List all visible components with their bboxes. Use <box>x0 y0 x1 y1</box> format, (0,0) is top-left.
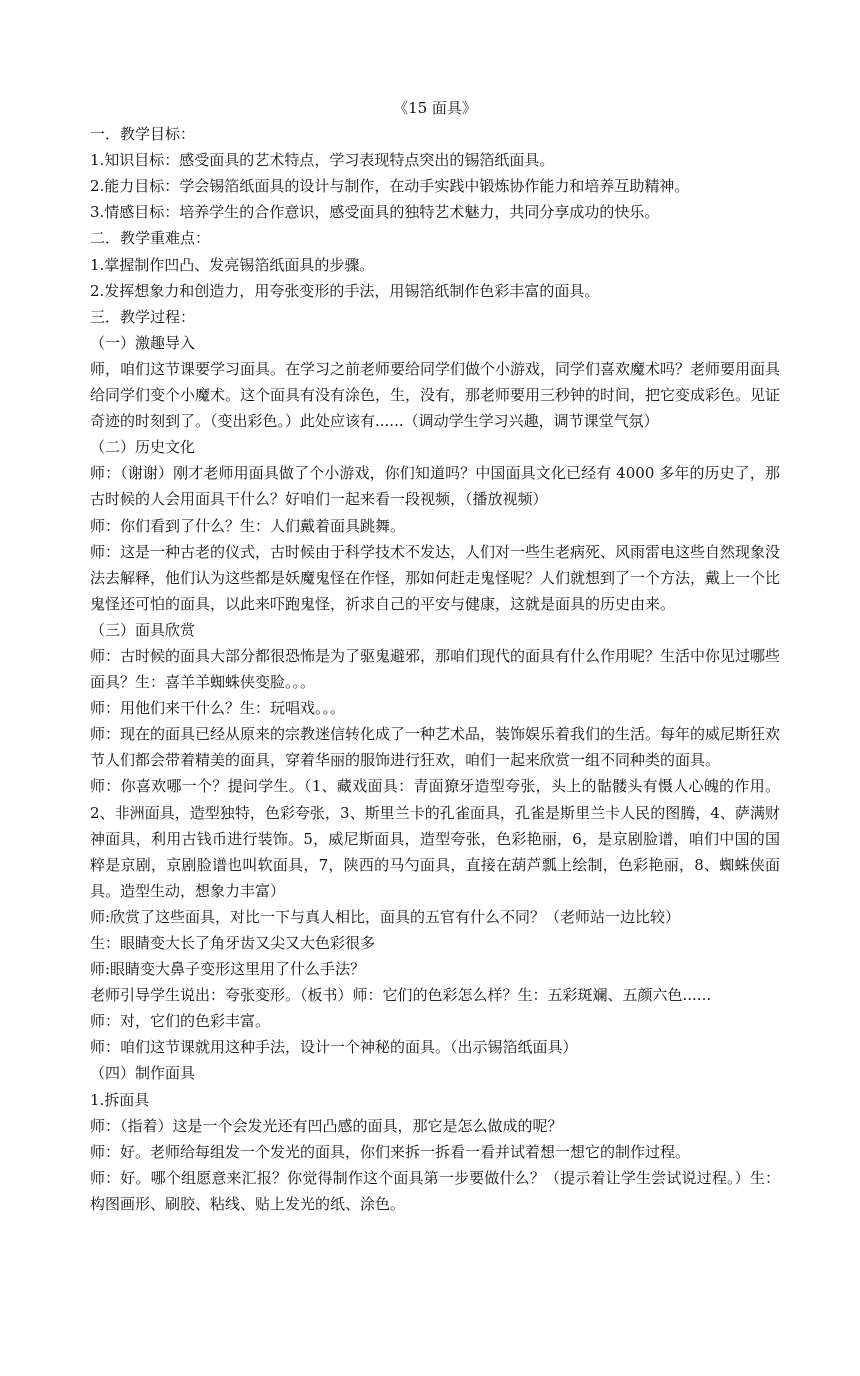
paragraph-appreciation-7: 师:眼睛变大鼻子变形这里用了什么手法？ <box>90 960 366 979</box>
paragraph-appreciation-4: 师：你喜欢哪一个？提问学生。（1、藏戏面具：青面獠牙造型夸张，头上的骷髅头有慑人心魄的作用。2、非洲面具，造型独特，色彩夸张，3、斯里兰卡的孔雀面具，孔雀是斯里兰卡人民的图腾，4、萨满财神面具，利用古钱币进行装饰。5，威尼斯面具，造型夸张，色彩艳丽，6，是京剧脸谱，咱们中国的国粹是京剧，京剧脸谱也叫软面具，7，陕西的马勺面具，直接在葫芦瓢上绘制，色彩艳丽，8、蜘蛛侠面具。造型生动，想象力丰富） <box>90 777 780 900</box>
paragraph-making-2: 师：好。老师给每组发一个发光的面具，你们来拆一拆看一看并试着想一想它的制作过程。 <box>90 1142 691 1161</box>
paragraph-history-2: 师：你们看到了什么？生：人们戴着面具跳舞。 <box>90 516 406 535</box>
paragraph-intro: 师，咱们这节课要学习面具。在学习之前老师要给同学们做个小游戏，同学们喜欢魔术吗？老师要用面具给同学们变个小魔术。这个面具有没有涂色，生，没有，那老师要用三秒钟的时间，把它变成彩色。见证奇迹的时刻到了。（变出彩色。）此处应该有......（调动学生学习兴趣，调节课堂气氛） <box>90 359 781 431</box>
step-heading-disassemble: 1.拆面具 <box>90 1090 150 1109</box>
subsection-heading-making: （四）制作面具 <box>90 1064 196 1083</box>
paragraph-appreciation-2: 师：用他们来干什么？生：玩唱戏。。。 <box>90 699 346 718</box>
key-point-2: 2.发挥想象力和创造力，用夸张变形的手法，用锡箔纸制作色彩丰富的面具。 <box>90 281 600 300</box>
paragraph-appreciation-3: 师：现在的面具已经从原来的宗教迷信转化成了一种艺术品，装饰娱乐着我们的生活。每年的威尼斯狂欢节人们都会带着精美的面具，穿着华丽的服饰进行狂欢，咱们一起来欣赏一组不同种类的面具。 <box>90 725 781 770</box>
paragraph-history-1: 师：（谢谢）刚才老师用面具做了个小游戏，你们知道吗？中国面具文化已经有 4000 多年的历史了，那古时候的人会用面具干什么？好咱们一起来看一段视频，（播放视频） <box>90 464 780 509</box>
section-heading-objectives: 一．教学目标： <box>90 125 196 144</box>
objective-ability: 2.能力目标：学会锡箔纸面具的设计与制作，在动手实践中锻炼协作能力和培养互助精神。 <box>90 177 690 196</box>
paragraph-appreciation-8: 老师引导学生说出：夸张变形。（板书）师：它们的色彩怎么样？生：五彩斑斓、五颜六色...... <box>90 986 712 1005</box>
section-heading-process: 三．教学过程： <box>90 307 196 326</box>
paragraph-appreciation-10: 师：咱们这节课就用这种手法，设计一个神秘的面具。（出示锡箔纸面具） <box>90 1038 578 1057</box>
paragraph-making-1: 师：（指着）这是一个会发光还有凹凸感的面具，那它是怎么做成的呢？ <box>90 1116 563 1135</box>
document-page <box>90 95 780 1217</box>
paragraph-appreciation-1: 师：古时候的面具大部分都很恐怖是为了驱鬼避邪，那咱们现代的面具有什么作用呢？生活中你见过哪些面具？生：喜羊羊蜘蛛侠变脸。。。 <box>90 646 781 692</box>
subsection-heading-appreciation: （三）面具欣赏 <box>90 620 196 639</box>
subsection-heading-intro: （一）激趣导入 <box>90 333 196 352</box>
section-heading-key-points: 二．教学重难点： <box>90 229 211 248</box>
document-title: 《15 面具》 <box>393 99 477 117</box>
key-point-1: 1.掌握制作凹凸、发亮锡箔纸面具的步骤。 <box>90 255 375 274</box>
objective-emotion: 3.情感目标：培养学生的合作意识，感受面具的独特艺术魅力，共同分享成功的快乐。 <box>90 203 660 222</box>
objective-knowledge: 1.知识目标：感受面具的艺术特点，学习表现特点突出的锡箔纸面具。 <box>90 151 555 170</box>
paragraph-appreciation-6: 生：眼睛变大长了角牙齿又尖又大色彩很多 <box>90 934 376 952</box>
paragraph-appreciation-9: 师：对，它们的色彩丰富。 <box>90 1012 271 1031</box>
paragraph-appreciation-5: 师:欣赏了这些面具，对比一下与真人相比，面具的五官有什么不同？（老师站一边比较） <box>90 907 681 926</box>
paragraph-history-3: 师：这是一种古老的仪式，古时候由于科学技术不发达，人们对一些生老病死、风雨雷电这些自然现象没法去解释，他们认为这些都是妖魔鬼怪在作怪，那如何赶走鬼怪呢？人们就想到了一个方法，戴上一个比鬼怪还可怕的面具，以此来吓跑鬼怪，祈求自己的平安与健康，这就是面具的历史由来。 <box>90 542 781 613</box>
subsection-heading-history: （二）历史文化 <box>90 438 196 457</box>
paragraph-making-3: 师：好。哪个组愿意来汇报？你觉得制作这个面具第一步要做什么？（提示着让学生尝试说过程。）生：构图画形、刷胶、粘线、贴上发光的纸、涂色。 <box>90 1168 780 1213</box>
